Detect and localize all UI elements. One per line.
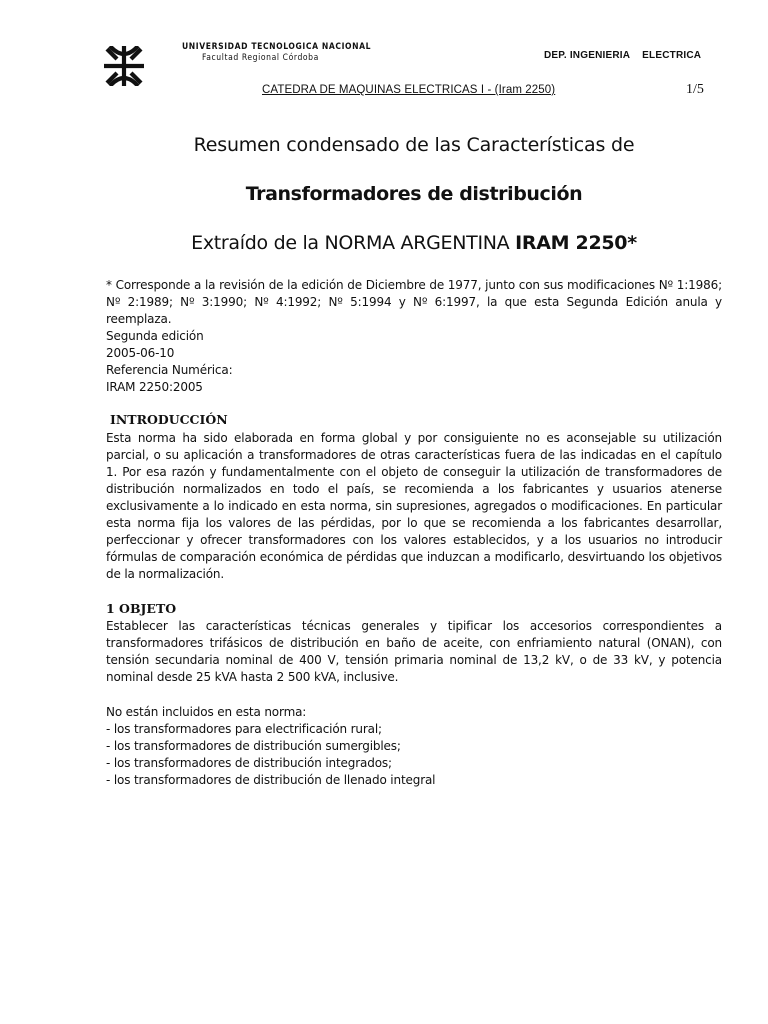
objective-text: Establecer las características técnicas generales y tipificar los accesorios correspondientes a transformadores trifásicos de distribución en baño de aceite, con enfriamiento natural (ONAN), con tensión secundaria nominal de 400 V, tensión primaria nominal de 13,2 kV, o de 33 kV, y potencia nominal desde 25 kVA hasta 2 500 kVA, inclusive. xyxy=(106,619,722,684)
introduction-text: Esta norma ha sido elaborada en forma global y por consiguiente no es aconsejable su utilización parcial, o su aplicación a transformadores de otras características fuera de las indicadas en el capítulo 1. Por esa razón y fundamentalmente con el objeto de conseguir la utilización de transformadores de distribución normalizados en todo el país, se recomienda a los fabricantes y usuarios atenerse exclusivamente a lo indicado en esta norma, sin supresiones, agregados o modificaciones. En particular esta norma fija los valores de las pérdidas, por lo que se recomienda a los fabricantes desarrollar, perfeccionar y ofrecer transformadores con los valores establecidos, y a los usuarios no introducir fórmulas de comparación económica de pérdidas que induzcan a modificarlo, desvirtuando los objetivos de la normalización. xyxy=(106,431,722,581)
page-number: 1/5 xyxy=(686,82,704,97)
university-name: UNIVERSIDAD TECNOLOGICA NACIONAL xyxy=(182,42,372,52)
edition-info xyxy=(106,328,722,396)
department-area: ELECTRICA xyxy=(642,50,702,61)
edition-ref-label: Referencia Numérica: xyxy=(106,363,233,377)
edition-ref-value: IRAM 2250:2005 xyxy=(106,380,203,394)
department-name: DEP. INGENIERIA xyxy=(544,50,631,61)
department-label xyxy=(544,50,701,61)
faculty-name: Facultad Regional Córdoba xyxy=(202,53,319,63)
list-item: - los transformadores de distribución integrados; xyxy=(106,756,392,770)
list-item: - los transformadores para electrificación rural; xyxy=(106,722,382,736)
list-item: - los transformadores de distribución sumergibles; xyxy=(106,739,401,753)
course-title: CATEDRA DE MAQUINAS ELECTRICAS I - (Iram 2250) xyxy=(262,84,556,96)
title-line-3-prefix: Extraído de la NORMA ARGENTINA xyxy=(191,232,516,254)
objective-heading: 1 OBJETO xyxy=(106,601,177,616)
revision-note: * Corresponde a la revisión de la edición de Diciembre de 1977, junto con sus modificaciones Nº 1:1986; Nº 2:1989; Nº 3:1990; Nº 4:1992; Nº 5:1994 y Nº 6:1997, la que esta Segunda Edición anula y reemplaza. xyxy=(106,278,722,326)
edition-date: 2005-06-10 xyxy=(106,346,175,360)
title-line-3-standard: IRAM 2250* xyxy=(515,232,637,254)
title-line-3 xyxy=(0,232,768,254)
list-item: - los transformadores de distribución de llenado integral xyxy=(106,773,436,787)
utn-logo-icon xyxy=(104,46,144,86)
exclusions-intro: No están incluidos en esta norma: xyxy=(106,705,307,719)
edition-line: Segunda edición xyxy=(106,329,204,343)
introduction-heading: INTRODUCCIÓN xyxy=(110,412,228,427)
university-block xyxy=(182,42,371,64)
title-line-1: Resumen condensado de las Características de xyxy=(193,134,635,156)
title-line-2: Transformadores de distribución xyxy=(245,183,583,205)
exclusions-list xyxy=(106,704,722,789)
